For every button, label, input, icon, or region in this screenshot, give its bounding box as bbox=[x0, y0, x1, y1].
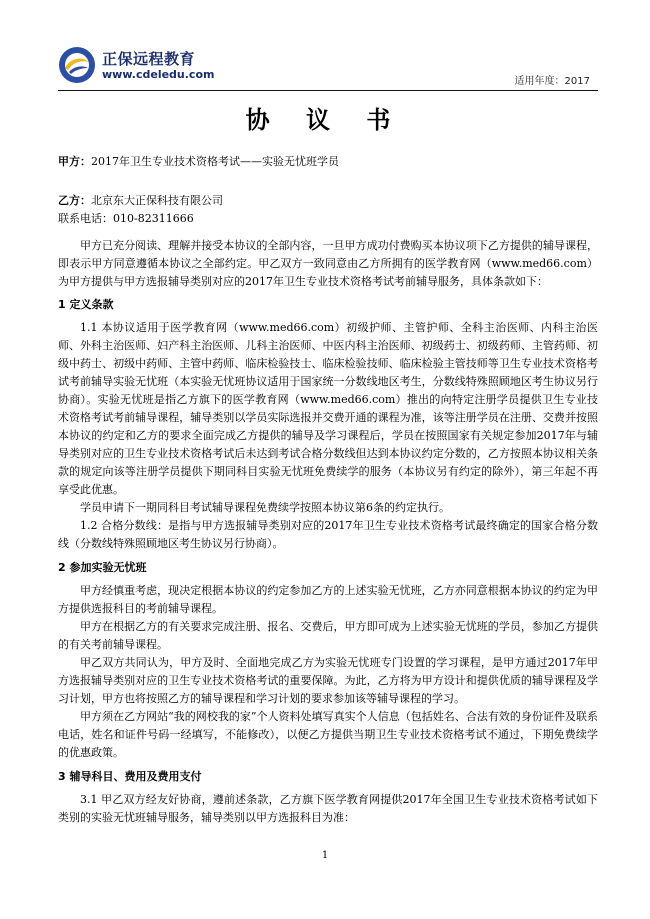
section-1-2-paragraph: 1.2 合格分数线：是指与甲方选报辅导类别对应的2017年卫生专业技术资格考试最终确定的国家合格分数线（分数线特殊照顾地区考生协议另行协商）。 bbox=[58, 519, 598, 550]
section-3-1-paragraph: 3.1 甲乙双方经友好协商，遵前述条款，乙方旗下医学教育网提供2017年全国卫生专业技术资格考试如下类别的实验无忧班辅导服务，辅导类别以甲方选报科目为准： bbox=[58, 793, 598, 824]
section-1-1-paragraph: 1.1 本协议适用于医学教育网（www.med66.com）初级护师、主管护师、全科主治医师、内科主治医师、外科主治医师、妇产科主治医师、儿科主治医师、中医内科主治医师、初级药士、初级药师、主管药师、初级中药士、初级中药师、主管中药师、临床检验技士、临床检验技师、临床检验主管技师等卫生专业技术资格考试考前辅导实验无忧班（本实验无忧班协议适用于国家统一分数线地区考生，分数线特殊照顾地区考生协议另行协商）。实验无忧班是指乙方旗下的医学教育网（www.med66.com）推出的向特定注册学员提供卫生专业技术资格考试考前辅导课程，辅导类别以学员实际选报并交费开通的课程为准，该等注册学员在注册、交费并按照本协议的约定和乙方的要求全面完成乙方提供的辅导及学习课程后，学员在按照国家有关规定参加2017年与辅导类别对应的卫生专业技术资格考试后未达到考试合格分数线但达到本协议约定分数的，乙方按照本协议相关条款的规定向该等注册学员提供下期同科目实验无忧班免费续学的服务（本协议另有约定的除外），第三年起不再享受此优惠。 bbox=[58, 321, 598, 496]
section-1-renewal-paragraph: 学员申请下一期同科目考试辅导课程免费续学按照本协议第6条的约定执行。 bbox=[80, 501, 450, 514]
brand-name: 正保远程教育 bbox=[102, 50, 196, 68]
party-b-value: 北京东大正保科技有限公司 bbox=[91, 194, 223, 207]
party-a-value: 2017年卫生专业技术资格考试——实验无忧班学员 bbox=[91, 155, 339, 168]
page-header bbox=[58, 40, 598, 90]
page-number: 1 bbox=[321, 850, 329, 861]
party-a bbox=[58, 153, 598, 171]
cdeledu-logo-icon bbox=[58, 46, 96, 84]
section-3-heading: 3 辅导科目、费用及费用支付 bbox=[58, 770, 202, 783]
party-b bbox=[58, 192, 598, 228]
header-divider bbox=[58, 90, 598, 91]
agreement-body bbox=[58, 237, 598, 827]
intro-paragraph: 甲方已充分阅读、理解并接受本协议的全部内容，一旦甲方成功付费购买本协议项下乙方提供的辅导课程，即表示甲方同意遵循本协议之全部约定。甲乙双方一致同意由乙方所拥有的医学教育网（www.med66.com）为甲方提供与甲方选报辅导类别对应的2017年卫生专业技术资格考试考前辅导服务，具体条款如下： bbox=[58, 239, 598, 288]
document-title: 协 议 书 bbox=[245, 105, 405, 134]
section-2-heading: 2 参加实验无忧班 bbox=[58, 561, 147, 574]
party-b-phone: 联系电话：010-82311666 bbox=[58, 212, 194, 225]
section-1-heading: 1 定义条款 bbox=[58, 298, 114, 311]
section-2-paragraph-1: 甲方经慎重考虑，现决定根据本协议的约定参加乙方的上述实验无忧班，乙方亦同意根据本协议的约定为甲方提供选报科目的考前辅导课程。 bbox=[58, 584, 598, 615]
section-2-paragraph-2: 甲方在根据乙方的有关要求完成注册、报名、交费后，甲方即可成为上述实验无忧班的学员，参加乙方提供的有关考前辅导课程。 bbox=[58, 620, 598, 651]
applicable-year: 适用年度：2017 bbox=[514, 76, 590, 87]
section-2-paragraph-3: 甲乙双方共同认为，甲方及时、全面地完成乙方为实验无忧班专门设置的学习课程，是甲方通过2017年甲方选报辅导类别对应的卫生专业技术资格考试的重要保障。为此，乙方将为甲方设计和提供优质的辅导课程及学习计划，甲方也将按照乙方的辅导课程和学习计划的要求参加该等辅导课程的学习。 bbox=[58, 656, 598, 705]
party-a-label: 甲方： bbox=[58, 155, 91, 168]
party-b-label: 乙方： bbox=[58, 194, 91, 207]
section-2-paragraph-4: 甲方须在乙方网站“我的网校我的家”个人资料处填写真实个人信息（包括姓名、合法有效的身份证件及联系电话，姓名和证件号码一经填写，不能修改），以便乙方提供当期卫生专业技术资格考试不通过，下期免费续学的优惠政策。 bbox=[58, 710, 598, 759]
brand-url: www.cdeledu.com bbox=[102, 68, 215, 81]
